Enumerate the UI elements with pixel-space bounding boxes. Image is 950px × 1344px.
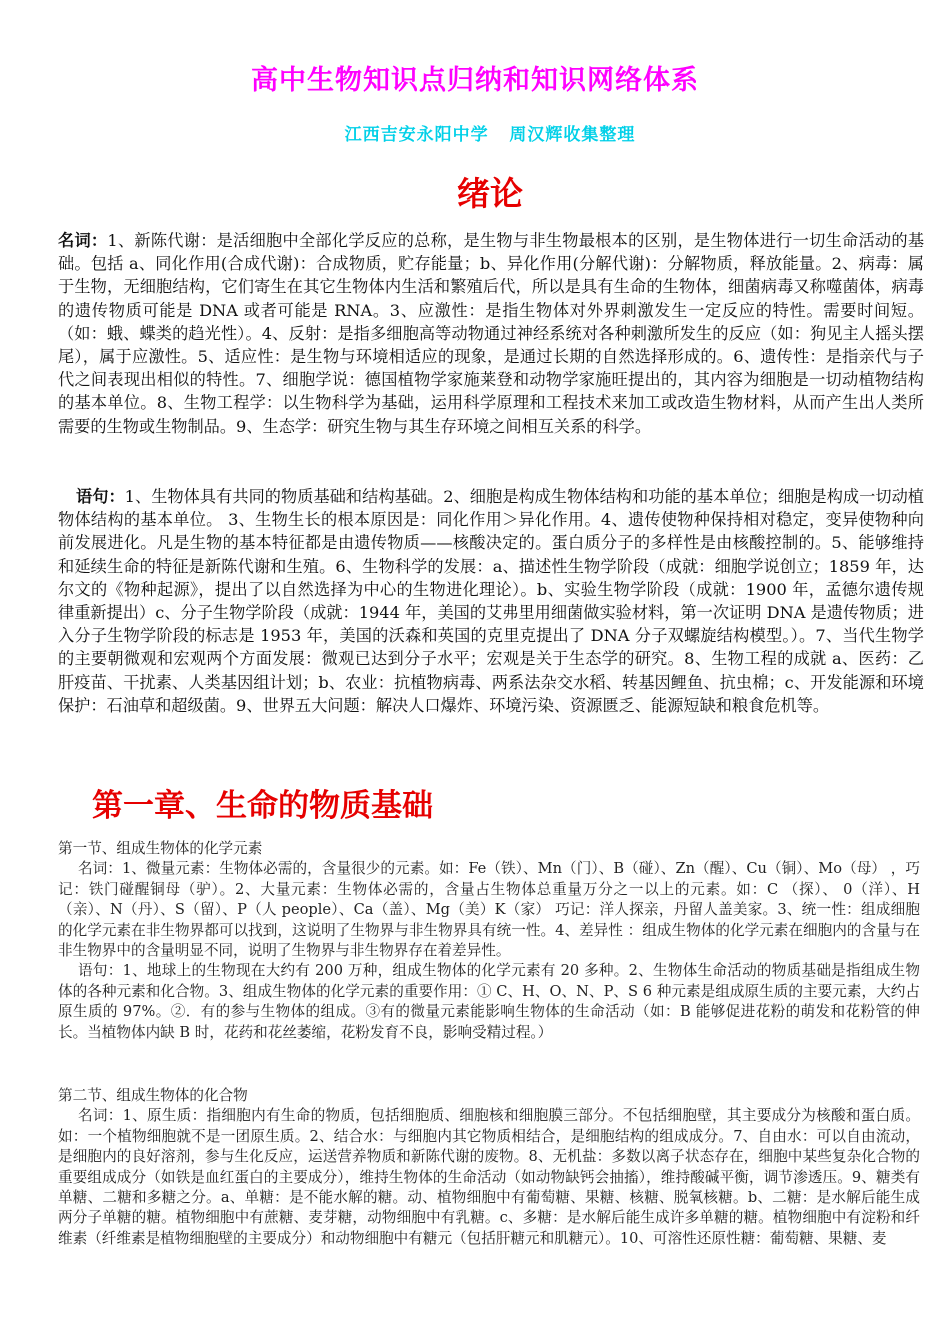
intro-terms-paragraph: [58, 229, 924, 438]
section2-title: 第二节、组成生物体的化合物: [58, 1087, 248, 1104]
section2-terms: 名词：1、原生质：指细胞内有生命的物质，包括细胞质、细胞核和细胞膜三部分。不包括细胞壁，其主要成分为核酸和蛋白质。如：一个植物细胞就不是一团原生质。2、结合水：与细胞内其它物质相结合，是细胞结构的组成成分。7、自由水：可以自由流动，是细胞内的良好溶剂，参与生化反应，运送营养物质和新陈代谢的废物。8、无机盐：多数以离子状态存在，细胞中某些复杂化合物的重要组成成分（如铁是血红蛋白的主要成分），维持生物体的生命活动（如动物缺钙会抽搐），维持酸碱平衡，调节渗透压。9、糖类有单糖、二糖和多糖之分。a、单糖：是不能水解的糖。动、植物细胞中有葡萄糖、果糖、核糖、脱氧核糖。b、二糖：是水解后能生成两分子单糖的糖。植物细胞中有蔗糖、麦芽糖，动物细胞中有乳糖。c、多糖：是水解后能生成许多单糖的糖。植物细胞中有淀粉和纤维素（纤维素是植物细胞壁的主要成分）和动物细胞中有糖元（包括肝糖元和肌糖元）。10、可溶性还原性糖：葡萄糖、果糖、麦: [58, 1107, 920, 1247]
section1-sentences: 语句：1、地球上的生物现在大约有 200 万种，组成生物体的化学元素有 20 多种。2、生物体生命活动的物质基础是指组成生物体的各种元素和化合物。3、组成生物体的化学元素的重要作用：① C、H、O、N、P、S 6 种元素是组成原生质的主要元素，大约占原生质的 97%。②．有的参与生物体的组成。③有的微量元素能影响生物体的生命活动（如：B 能够促进花粉的萌发和花粉管的伸长。当植物体内缺 B 时，花药和花丝萎缩，花粉发育不良，影响受精过程。）: [58, 962, 920, 1041]
intro-sentences-text: 1、生物体具有共同的物质基础和结构基础。2、细胞是构成生物体结构和功能的基本单位；细胞是构成一切动植物体结构的基本单位。 3、生物生长的根本原因是：同化作用＞异化作用。4、遗传使物种保持相对稳定，变异使物种向前发展进化。凡是生物的基本特征都是由遗传物质——核酸决定的。蛋白质分子的多样性是由核酸控制的。5、能够维持和延续生命的特征是新陈代谢和生殖。6、生物科学的发展：a、描述性生物学阶段（成就：细胞学说创立；1859 年，达尔文的《物种起源》，提出了以自然选择为中心的生物进化理论）。b、实验生物学阶段（成就：1900 年，孟德尔遗传规律重新提出）c、分子生物学阶段（成就：1944 年，美国的艾弗里用细菌做实验材料，第一次证明 DNA 是遗传物质；进入分子生物学阶段的标志是 1953 年，美国的沃森和英国的克里克提出了 DNA 分子双螺旋结构模型。）。7、当代生物学的主要朝微观和宏观两个方面发展：微观已达到分子水平；宏观是关于生态学的研究。8、生物工程的成就 a、医药：乙肝疫苗、干扰素、人类基因组计划；b、农业：抗植物病毒、两系法杂交水稻、转基因鲤鱼、抗虫棉；c、开发能源和环境保护：石油草和超级菌。9、世界五大问题：解决人口爆炸、环境污染、资源匮乏、能源短缺和粮食危机等。: [58, 487, 924, 715]
intro-terms-label: 名词：: [58, 231, 108, 250]
intro-sentences-paragraph: [58, 485, 924, 717]
document-title: 高中生物知识点归纳和知识网络体系: [251, 65, 699, 96]
document-subtitle: 江西吉安永阳中学 周汉辉收集整理: [344, 125, 636, 145]
section1-title: 第一节、组成生物体的化学元素: [58, 840, 263, 857]
chapter1-section1: [58, 839, 920, 1043]
chapter1-heading: 第一章、生命的物质基础: [92, 788, 433, 824]
intro-heading: 绪论: [457, 174, 523, 213]
section1-terms: 名词：1、微量元素：生物体必需的，含量很少的元素。如：Fe（铁）、Mn（门）、B（碰）、Zn（醒）、Cu（铜）、Mo（母） ，巧记：铁门碰醒铜母（驴）。2、大量元素：生物体必需的，含量占生物体总重量万分之一以上的元素。如：C （探）、 0（洋）、H（亲）、N（丹）、S（留）、P（人 people）、Ca（盖）、Mg（美）K（家） 巧记：洋人探亲，丹留人盖美家。3、统一性：组成细胞的化学元素在非生物界都可以找到，这说明了生物界与非生物界具有统一性。4、差异性 ：组成生物体的化学元素在细胞内的含量与在非生物界中的含量明显不同，说明了生物界与非生物界存在着差异性。: [58, 860, 920, 960]
intro-sentences-label: 语句：: [76, 487, 125, 506]
intro-terms-text: 1、新陈代谢：是活细胞中全部化学反应的总称，是生物与非生物最根本的区别，是生物体进行一切生命活动的基础。包括 a、同化作用(合成代谢)：合成物质，贮存能量；b、异化作用(分解代谢)：分解物质，释放能量。2、病毒：属于生物，无细胞结构，它们寄生在其它生物体内生活和繁殖后代，所以是具有生命的生物体，细菌病毒又称噬菌体，病毒的遗传物质可能是 DNA 或者可能是 RNA。3、应激性：是指生物体对外界刺激发生一定反应的特性。需要时间短。（如：蛾、蝶类的趋光性）。4、反射：是指多细胞高等动物通过神经系统对各种刺激所发生的反应（如：狗见主人摇头摆尾），属于应激性。5、适应性：是生物与环境相适应的现象，是通过长期的自然选择形成的。6、遗传性：是指亲代与子代之间表现出相似的特性。7、细胞学说：德国植物学家施莱登和动物学家施旺提出的，其内容为细胞是一切动植物结构的基本单位。8、生物工程学：以生物科学为基础，运用科学原理和工程技术来加工或改造生物材料，从而产生出人类所需要的生物或生物制品。9、生态学：研究生物与其生存环境之间相互关系的科学。: [58, 231, 925, 436]
chapter1-section2: [58, 1086, 920, 1249]
